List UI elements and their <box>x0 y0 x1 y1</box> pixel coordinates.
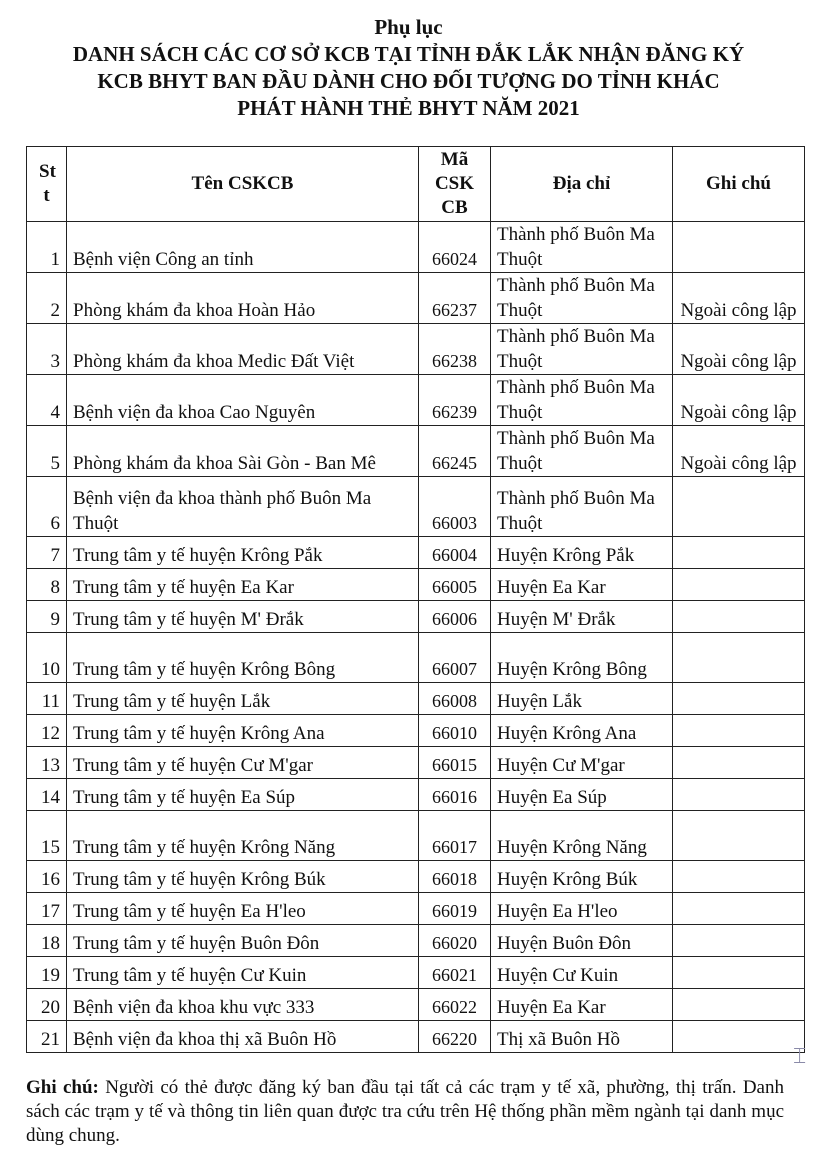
row-stt: 8 <box>27 569 67 601</box>
row-code: 66010 <box>419 715 491 747</box>
table-row <box>27 426 805 477</box>
row-stt: 15 <box>27 811 67 861</box>
row-code: 66008 <box>419 683 491 715</box>
row-stt: 1 <box>27 222 67 273</box>
row-stt: 4 <box>27 375 67 426</box>
header-address: Địa chỉ <box>491 147 673 222</box>
facility-table <box>26 146 805 1053</box>
row-code: 66239 <box>419 375 491 426</box>
row-name: Trung tâm y tế huyện Krông Pắk <box>67 537 419 569</box>
row-address: Thành phố Buôn Ma Thuột <box>491 222 673 273</box>
row-stt: 10 <box>27 633 67 683</box>
title-line: KCB BHYT BAN ĐẦU DÀNH CHO ĐỐI TƯỢNG DO TỈNH KHÁC <box>97 69 720 93</box>
row-note <box>673 715 805 747</box>
table-row <box>27 537 805 569</box>
row-name: Bệnh viện đa khoa Cao Nguyên <box>67 375 419 426</box>
table-row <box>27 683 805 715</box>
row-note <box>673 779 805 811</box>
row-code: 66220 <box>419 1021 491 1053</box>
row-name: Trung tâm y tế huyện Krông Năng <box>67 811 419 861</box>
row-name: Trung tâm y tế huyện Lắk <box>67 683 419 715</box>
table-row <box>27 715 805 747</box>
row-name: Phòng khám đa khoa Sài Gòn - Ban Mê <box>67 426 419 477</box>
table-row <box>27 601 805 633</box>
row-name: Trung tâm y tế huyện Krông Bông <box>67 633 419 683</box>
table-row <box>27 925 805 957</box>
row-name: Trung tâm y tế huyện Buôn Đôn <box>67 925 419 957</box>
row-note <box>673 989 805 1021</box>
row-stt: 14 <box>27 779 67 811</box>
table-row <box>27 779 805 811</box>
row-name: Phòng khám đa khoa Hoàn Hảo <box>67 273 419 324</box>
row-stt: 12 <box>27 715 67 747</box>
footer-note <box>26 1076 784 1148</box>
row-stt: 5 <box>27 426 67 477</box>
row-stt: 17 <box>27 893 67 925</box>
row-address: Huyện Buôn Đôn <box>491 925 673 957</box>
row-stt: 20 <box>27 989 67 1021</box>
row-note: Ngoài công lập <box>673 426 805 477</box>
row-stt: 2 <box>27 273 67 324</box>
row-code: 66005 <box>419 569 491 601</box>
table-row <box>27 273 805 324</box>
row-name: Bệnh viện đa khoa khu vực 333 <box>67 989 419 1021</box>
row-address: Huyện Ea Kar <box>491 569 673 601</box>
row-address: Huyện Krông Năng <box>491 811 673 861</box>
row-note <box>673 811 805 861</box>
row-address: Thành phố Buôn Ma Thuột <box>491 324 673 375</box>
row-address: Huyện Ea H'leo <box>491 893 673 925</box>
row-note <box>673 1021 805 1053</box>
row-name: Trung tâm y tế huyện Ea H'leo <box>67 893 419 925</box>
row-stt: 21 <box>27 1021 67 1053</box>
row-stt: 16 <box>27 861 67 893</box>
table-row <box>27 747 805 779</box>
row-note <box>673 569 805 601</box>
row-address: Huyện Krông Ana <box>491 715 673 747</box>
row-address: Thành phố Buôn Ma Thuột <box>491 375 673 426</box>
table-row <box>27 1021 805 1053</box>
footer-text: Người có thẻ được đăng ký ban đầu tại tất cả các trạm y tế xã, phường, thị trấn. Danh sách các trạm y tế và thông tin liên quan được tra cứu trên Hệ thống phần mềm ngành tại danh mục dùng chung. <box>26 1077 784 1146</box>
row-note <box>673 633 805 683</box>
header-code: Mã CSK CB <box>419 147 491 222</box>
row-note: Ngoài công lập <box>673 273 805 324</box>
header-stt: St t <box>27 147 67 222</box>
row-name: Trung tâm y tế huyện Ea Kar <box>67 569 419 601</box>
row-stt: 11 <box>27 683 67 715</box>
row-note <box>673 477 805 537</box>
row-code: 66020 <box>419 925 491 957</box>
row-address: Huyện Krông Búk <box>491 861 673 893</box>
row-name: Bệnh viện Công an tỉnh <box>67 222 419 273</box>
row-note: Ngoài công lập <box>673 375 805 426</box>
table-row <box>27 861 805 893</box>
row-code: 66238 <box>419 324 491 375</box>
row-address: Huyện Krông Bông <box>491 633 673 683</box>
title-line: PHÁT HÀNH THẺ BHYT NĂM 2021 <box>237 96 580 120</box>
row-name: Trung tâm y tế huyện M' Đrắk <box>67 601 419 633</box>
row-note <box>673 601 805 633</box>
document-title <box>0 14 817 122</box>
header-note: Ghi chú <box>673 147 805 222</box>
table-row <box>27 324 805 375</box>
row-note <box>673 925 805 957</box>
row-stt: 3 <box>27 324 67 375</box>
row-code: 66018 <box>419 861 491 893</box>
row-name: Trung tâm y tế huyện Cư Kuin <box>67 957 419 989</box>
row-stt: 13 <box>27 747 67 779</box>
table-row <box>27 222 805 273</box>
row-code: 66016 <box>419 779 491 811</box>
handwritten-mark-icon: ⌶ <box>793 1044 807 1069</box>
row-note <box>673 222 805 273</box>
row-address: Thành phố Buôn Ma Thuột <box>491 426 673 477</box>
row-code: 66245 <box>419 426 491 477</box>
row-name: Bệnh viện đa khoa thành phố Buôn Ma Thuột <box>67 477 419 537</box>
row-address: Huyện M' Đrắk <box>491 601 673 633</box>
row-address: Thành phố Buôn Ma Thuột <box>491 273 673 324</box>
row-code: 66007 <box>419 633 491 683</box>
table-row <box>27 957 805 989</box>
table-header-row <box>27 147 805 222</box>
row-note <box>673 537 805 569</box>
row-stt: 18 <box>27 925 67 957</box>
row-note <box>673 861 805 893</box>
table-body <box>27 222 805 1053</box>
row-name: Trung tâm y tế huyện Krông Búk <box>67 861 419 893</box>
row-note <box>673 893 805 925</box>
row-name: Phòng khám đa khoa Medic Đất Việt <box>67 324 419 375</box>
row-note: Ngoài công lập <box>673 324 805 375</box>
row-address: Huyện Cư Kuin <box>491 957 673 989</box>
row-address: Huyện Ea Kar <box>491 989 673 1021</box>
row-stt: 9 <box>27 601 67 633</box>
row-address: Huyện Ea Súp <box>491 779 673 811</box>
header-name: Tên CSKCB <box>67 147 419 222</box>
row-name: Trung tâm y tế huyện Krông Ana <box>67 715 419 747</box>
row-address: Huyện Krông Pắk <box>491 537 673 569</box>
row-code: 66015 <box>419 747 491 779</box>
row-stt: 6 <box>27 477 67 537</box>
title-line: DANH SÁCH CÁC CƠ SỞ KCB TẠI TỈNH ĐẮK LẮK NHẬN ĐĂNG KÝ <box>72 42 745 66</box>
footer-label: Ghi chú: <box>26 1077 99 1098</box>
row-code: 66017 <box>419 811 491 861</box>
row-code: 66022 <box>419 989 491 1021</box>
table-row <box>27 569 805 601</box>
row-note <box>673 747 805 779</box>
row-code: 66024 <box>419 222 491 273</box>
row-name: Bệnh viện đa khoa thị xã Buôn Hồ <box>67 1021 419 1053</box>
row-note <box>673 957 805 989</box>
row-code: 66019 <box>419 893 491 925</box>
row-stt: 19 <box>27 957 67 989</box>
row-code: 66006 <box>419 601 491 633</box>
table-row <box>27 989 805 1021</box>
row-note <box>673 683 805 715</box>
row-name: Trung tâm y tế huyện Ea Súp <box>67 779 419 811</box>
row-code: 66003 <box>419 477 491 537</box>
row-name: Trung tâm y tế huyện Cư M'gar <box>67 747 419 779</box>
row-address: Huyện Lắk <box>491 683 673 715</box>
row-address: Thành phố Buôn Ma Thuột <box>491 477 673 537</box>
table-row <box>27 477 805 537</box>
row-code: 66021 <box>419 957 491 989</box>
table-row <box>27 633 805 683</box>
row-code: 66237 <box>419 273 491 324</box>
title-line: Phụ lục <box>374 15 443 39</box>
row-address: Huyện Cư M'gar <box>491 747 673 779</box>
table-row <box>27 893 805 925</box>
row-address: Thị xã Buôn Hồ <box>491 1021 673 1053</box>
table-row <box>27 811 805 861</box>
table-row <box>27 375 805 426</box>
row-stt: 7 <box>27 537 67 569</box>
row-code: 66004 <box>419 537 491 569</box>
